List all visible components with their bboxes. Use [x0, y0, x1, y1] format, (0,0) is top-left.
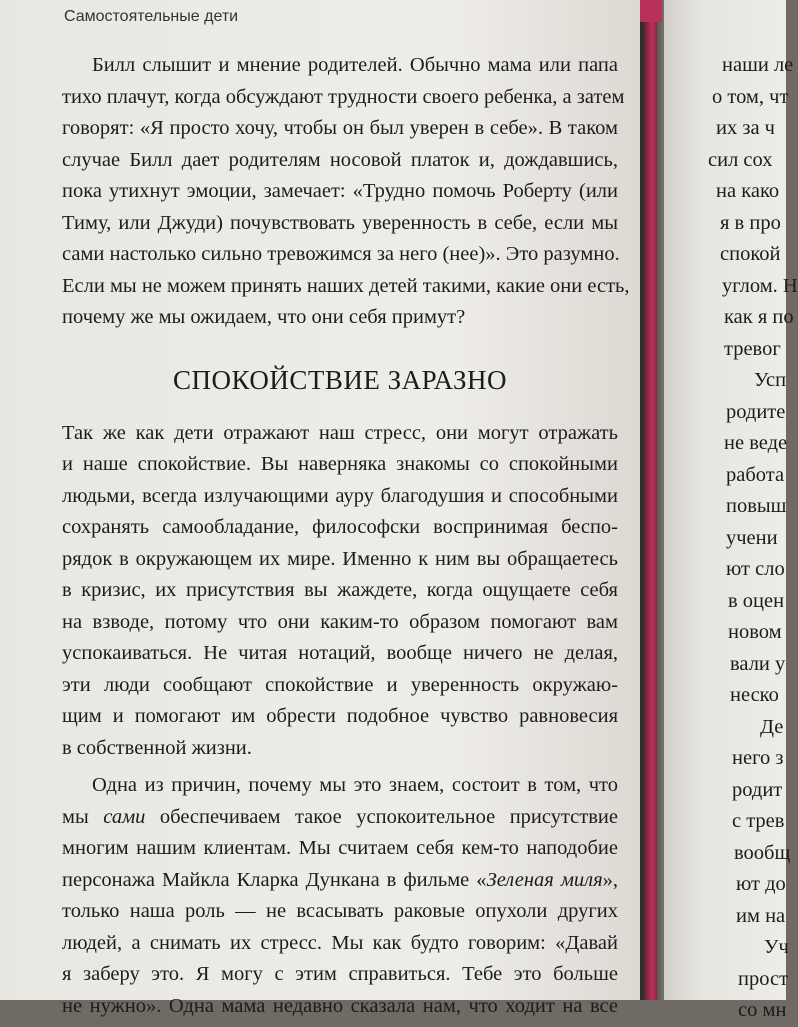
text-line: работа [726, 463, 785, 486]
text-line: Уч [764, 936, 789, 958]
text-line: новом [728, 621, 782, 643]
left-page-text [62, 50, 630, 1022]
right-page [664, 0, 798, 1021]
text-line: и наше спокойствие. Вы наверняка знакомы со спокойными [62, 453, 618, 475]
text-line: Билл слышит и мнение родителей. Обычно мама или папа [92, 54, 618, 76]
text-line: сохранять самообладание, философски воспринимая беспо- [62, 516, 618, 538]
text-line: ют до [736, 873, 786, 895]
section-heading: СПОКОЙСТВИЕ ЗАРАЗНО [172, 364, 508, 395]
text-line: только наша роль — не всасывать раковые опухоли других [62, 900, 618, 922]
text-line: тревог [724, 337, 781, 360]
text-line: не веде [724, 432, 788, 454]
text-line: их за ч [716, 117, 775, 139]
bookmark-ribbon [645, 0, 657, 1000]
text-line: родите [726, 400, 786, 423]
text-line: говорят: «Я просто хочу, чтобы он был уверен в себе». В таком [62, 117, 618, 139]
emphasis-text: сами [103, 805, 146, 828]
text-line: рядок в окружающем их мире. Именно к ним вы обращаетесь [62, 547, 618, 570]
text-line: спокой [720, 243, 781, 265]
text-line: на како [716, 180, 780, 202]
text-line: людьми, всегда излучающими ауру благодушия и способными [62, 484, 618, 507]
text-line: в оцен [728, 589, 785, 612]
text-line: с трев [732, 810, 785, 832]
text-line: сами настолько сильно тревожимся за него (нее)». Это разумно. [62, 243, 620, 265]
text-line: мы сами обеспечиваем такое успокоительное присутствие [62, 805, 618, 828]
text-line: Усп [754, 369, 787, 391]
text-line: наши ле [722, 54, 794, 76]
text-line: углом. Н [722, 274, 798, 297]
text-line: людей, а снимать их стресс. Мы как будто говорим: «Давай [62, 931, 618, 954]
text-line: щим и помогают им обрести подобное чувство равновесия [62, 705, 618, 727]
text-line: тихо плачут, когда обсуждают трудности своего ребенка, а затем [62, 85, 625, 108]
film-title: Зеленая миля [486, 868, 603, 891]
paragraph-1 [62, 50, 630, 334]
text-line: родит [732, 778, 783, 801]
text-line: Тиму, или Джуди) почувствовать уверенность в себе, если мы [62, 211, 618, 234]
text-line: повыш [726, 495, 787, 517]
paragraph-2 [62, 418, 618, 765]
text-line: сил сох [708, 148, 773, 171]
running-header: Самостоятельные дети [64, 8, 239, 25]
paragraph-3 [62, 770, 618, 1022]
text-line: им на [736, 904, 786, 927]
text-line: успокаиваться. Не читая нотаций, вообще ничего не делая, [62, 642, 618, 664]
text-line: случае Билл дает родителям носовой платок и, дождавшись, [62, 148, 618, 171]
text-line: него з [732, 747, 784, 769]
text-line: со мн [738, 999, 787, 1021]
text-line: Если мы не можем принять наших детей такими, какие они есть, [62, 274, 630, 297]
text-line: ют сло [726, 558, 785, 580]
text-line: вообщ [734, 841, 791, 864]
text-line: многим нашим клиентам. Мы считаем себя кем-то наподобие [62, 837, 618, 859]
text-line: я заберу это. Я могу с этим справиться. Тебе это больше [62, 963, 618, 985]
text-line: вали у [730, 652, 786, 675]
text-line: как я по [724, 306, 794, 328]
text-line: я в про [720, 211, 781, 234]
text-line: Так же как дети отражают наш стресс, они могут отражать [62, 421, 618, 444]
text-line: не нужно». Одна мама недавно сказала нам, что ходит на все [62, 994, 618, 1017]
text-line: почему же мы ожидаем, что они себя примут? [62, 306, 466, 328]
text-line: прост [738, 967, 789, 990]
text-line: пока утихнут эмоции, замечает: «Трудно помочь Роберту (или [62, 180, 618, 202]
text-line: неско [730, 684, 779, 706]
text-line: на взводе, потому что они каким-то образом помогают вам [62, 610, 618, 633]
text-line: Одна из причин, почему мы это знаем, состоит в том, что [92, 774, 618, 796]
text-line: учени [726, 526, 778, 549]
right-page-text [664, 50, 798, 1027]
text-line: Де [760, 715, 784, 738]
text-line: персонажа Майкла Кларка Дункана в фильме «Зеленая миля», [62, 868, 618, 891]
text-line: о том, чт [712, 85, 789, 108]
text-line: в кризис, их присутствия вы жаждете, когда ощущаете себя [62, 579, 618, 601]
text-line: эти люди сообщают спокойствие и уверенность окружаю- [62, 673, 618, 696]
text-line: в собственной жизни. [62, 736, 252, 759]
